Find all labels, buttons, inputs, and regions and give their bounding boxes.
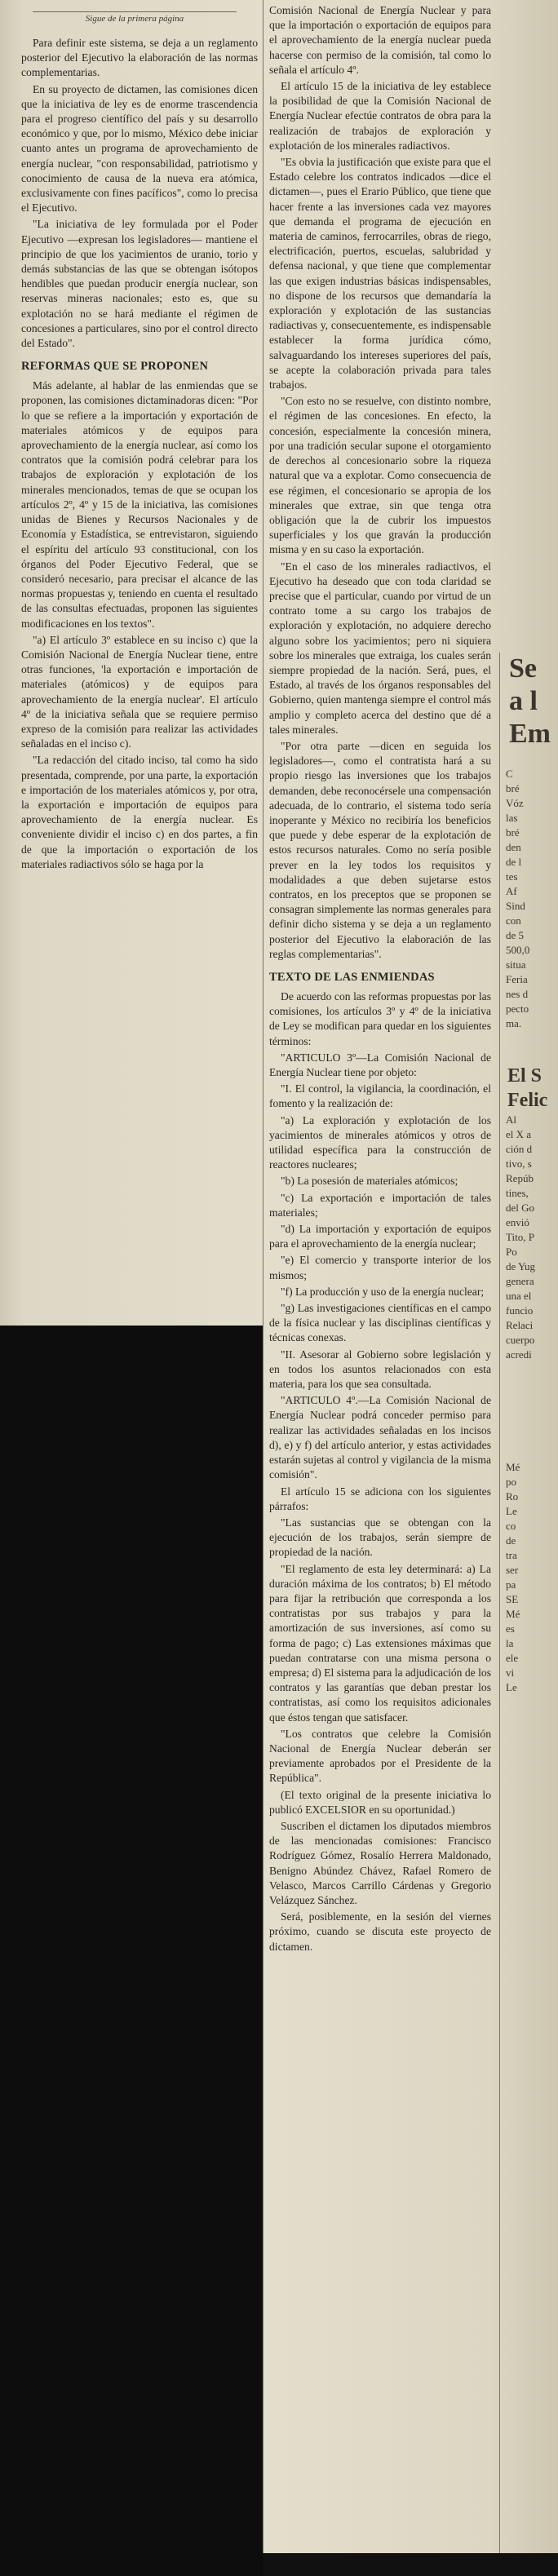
paragraph: "a) La exploración y explotación de los yacimientos de minerales atómicos y otros de utilidad específica para la construcción de reactores nucleares; xyxy=(269,1113,491,1171)
paragraph: "I. El control, la vigilancia, la coordinación, el fomento y la realización de: xyxy=(269,1082,491,1110)
fragment-line: Po xyxy=(506,1246,517,1258)
paragraph: "c) La exportación e importación de tales materiales; xyxy=(269,1191,491,1219)
paragraph: "d) La importación y exportación de equipos para el aprovechamiento de la energía nuclear; xyxy=(269,1223,491,1250)
column-divider xyxy=(263,0,264,2553)
fragment-line: ser xyxy=(506,1564,519,1576)
fragment-line: a l xyxy=(509,686,538,716)
paragraph: "Los contratos que celebre la Comisión Nacional de Energía Nuclear deberán ser previamente aprobados por el Presidente de la República". xyxy=(269,1727,491,1785)
paragraph: "g) Las investigaciones científicas en el campo de la física nuclear y las disciplinas científicas y técnicas conexas. xyxy=(269,1302,491,1344)
fragment-line: de 5 xyxy=(506,929,525,941)
fragment-line: Al xyxy=(506,1113,516,1126)
fragment-line: Repúb xyxy=(506,1172,534,1184)
paragraph: "a) El artículo 3º establece en su inciso c) que la Comisión Nacional de Energía Nuclear tiene, entre otras funciones, 'la exportación e importación de materiales (atómicos) y de equipos para aprovechamiento de la energía nuclear'. El artículo 4º de la iniciativa señala que se requiere permiso expreso de la comisión para realizar las actividades señaladas en el inciso c). xyxy=(21,633,258,750)
fragment-line: Af xyxy=(506,885,517,897)
paragraph: Será, posiblemente, en la sesión del viernes próximo, cuando se discuta este proyecto de dictamen. xyxy=(269,1910,491,1953)
article-column-right xyxy=(269,3,491,2491)
fragment-line: 500,0 xyxy=(506,944,530,956)
paragraph: "La iniciativa de ley formulada por el Poder Ejecutivo —expresan los legisladores— mantiene el principio de que los yacimientos de uranio, torio y demás substancias de las que se obtengan isótopos hendibles que puedan producir energía nuclear, son reservas mineras nacionales; esto es, que su explotación no se hará mediante el régimen de concesiones a particulares, sino por el control directo del Estado". xyxy=(21,218,258,350)
fragment-line: una el xyxy=(506,1290,532,1302)
paragraph: "Con esto no se resuelve, con distinto nombre, el régimen de las concesiones. En efecto, la concesión, especialmente la concesión minera, por una tradición secular supone el otorgamiento de derechos al concesionario sobre la riqueza natural que va a explotar. Como consecuencia de ese régimen, el concesionario se apropia de los minerales que extrae, sin que tenga otra obligación que la de cubrir los impuestos superficiales y los que graván la producción misma y en su caso la exportación. xyxy=(269,395,491,556)
paragraph: "ARTICULO 4º.—La Comisión Nacional de Energía Nuclear podrá conceder permiso para realizar las actividades señaladas en los incisos d), e) y f) del artículo anterior, y estas actividades estarán sujetas al control y vigilancia de la misma comisión". xyxy=(269,1394,491,1481)
fragment-line: Mé xyxy=(506,1608,520,1620)
paragraph: "Es obvia la justificación que existe para que el Estado celebre los contratos indicados —dice el dictamen—, pues el Erario Público, que tiene que hacer frente a las inversiones cada vez mayores que demanda el programa de ejecución en materia de caminos, ferrocarriles, obras de riego, electrificación, puertos, escuelas, salubridad y defensa nacional, y que tiene que complementar las que exigen industrias básicas indispensables, no dispone de los recursos que demandaría la exploración y explotación de las sustancias radiactivas y, consecuentemente, es indispensable establecer la forma jurídica cómo, salvaguardando los intereses superiores del país, se acepte la colaboración privada para tales trabajos. xyxy=(269,156,491,392)
paragraph: "b) La posesión de materiales atómicos; xyxy=(281,1175,458,1188)
fragment-line: tivo, s xyxy=(506,1157,532,1170)
fragment-line: acredi xyxy=(506,1348,532,1361)
paragraph: "ARTICULO 3º—La Comisión Nacional de Energía Nuclear tiene por objeto: xyxy=(269,1051,491,1079)
fragment-line: situa xyxy=(506,958,526,971)
article-column-left xyxy=(21,36,258,1321)
paragraph: Más adelante, al hablar de las enmiendas que se proponen, las comisiones dictaminadoras dicen: "Por lo que se refiere a la importación y exportación de materiales atómicos y de equipos para aprovechamiento de la energía nuclear, así como los contratos que la comisión podrá celebrar para los trabajos de exploración y explotación de los minerales mencionados, temas de que se ocupan los artículos 2º, 4º y 15 de la iniciativa, las comisiones unidas de Bienes y Recursos Nacionales y de Economía y Estadística, se entrevistaron, siguiendo el espíritu del artículo 93 constitucional, con los órganos del Poder Ejecutivo Federal, que se consideró necesario, para precisar el alcance de las normas propuestas y, teniendo en cuenta el resultado de las consultas efectuadas, proponen las siguientes modificaciones en los textos". xyxy=(21,379,258,630)
fragment-line: genera xyxy=(506,1275,534,1287)
fragment-line: SE xyxy=(506,1593,519,1605)
background-strip xyxy=(263,2553,558,2576)
paragraph: "Las sustancias que se obtengan con la ejecución de los trabajos, serán siempre de propiedad de la nación. xyxy=(269,1516,491,1559)
fragment-line: envió xyxy=(506,1216,529,1228)
fragment-line: vi xyxy=(506,1666,515,1679)
fragment-line: bré xyxy=(506,826,520,839)
fragment-line: El S xyxy=(507,1065,542,1087)
fragment-line: Vóz xyxy=(506,797,524,809)
fragment-line: Feria xyxy=(506,973,528,985)
fragment-line: es xyxy=(506,1622,515,1635)
paragraph: El artículo 15 de la iniciativa de ley establece la posibilidad de que la Comisión Nacional de Energía Nuclear efectúe contratos de obra para la realización de trabajos de exploración y explotación de los minerales radiactivos. xyxy=(269,80,491,152)
fragment-line: Le xyxy=(506,1505,517,1517)
paragraph: (El texto original de la presente iniciativa lo publicó EXCELSIOR en su oportunidad.) xyxy=(269,1788,491,1816)
fragment-line: C xyxy=(506,768,513,780)
fragment-line: Em xyxy=(509,719,551,749)
fragment-line: ele xyxy=(506,1652,519,1664)
paragraph: De acuerdo con las reformas propuestas por las comisiones, los artículos 3º y 4º de la iniciativa de Ley se modifican para quedar en los siguientes términos: xyxy=(269,990,491,1047)
paragraph: Suscriben el dictamen los diputados miembros de las mencionadas comisiones: Francisco Rodríguez Gómez, Rosalío Herrera Maldonado, Benigno Abúndez Chávez, Rafael Romero de Velasco, Marcos Carrillo Cárdenas y Gregorio Velázquez Sánchez. xyxy=(269,1819,491,1906)
paragraph: "En el caso de los minerales radiactivos, el Ejecutivo ha deseado que con toda claridad se precise que el particular, cuando por virtud de un contrato tome a su cargo los trabajos de exploración y explotación, no adquiere derecho alguno sobre los yacimientos; pero ni siquiera sobre los minerales que extraiga, los cuales serán siempre propiedad de la nación. Será, pues, el Estado, al través de los órganos responsables del Gobierno, quien mantenga siempre el control más amplio y completo acerca del destino que dé a tales minerales. xyxy=(269,560,491,736)
fragment-line: pecto xyxy=(506,1003,529,1015)
fragment-line: de Yug xyxy=(506,1260,535,1273)
paragraph: "La redacción del citado inciso, tal como ha sido presentada, comprende, por una parte, la exportación e importación de los materiales atómicos y, por otra, la exportación e importación de equipos para aprovechamiento de la energía nuclear. Es conveniente dividir el inciso c) en dos partes, a fin de que la importación o exportación de los materiales radiactivos sólo se haga por la xyxy=(21,754,258,870)
fragment-line: la xyxy=(506,1637,514,1649)
adjacent-article-fragment xyxy=(503,653,558,2553)
fragment-line: tra xyxy=(506,1549,517,1561)
fragment-line: tes xyxy=(506,870,518,883)
paragraph: Para definir este sistema, se deja a un reglamento posterior del Ejecutivo la elaboración de las normas complementarias. xyxy=(21,37,258,79)
fragment-line: Se xyxy=(509,653,537,684)
fragment-line: bré xyxy=(506,782,520,794)
fragment-line: con xyxy=(506,914,521,927)
fragment-line: nes d xyxy=(506,988,529,1000)
fragment-line: Relaci xyxy=(506,1319,534,1331)
paragraph: El artículo 15 se adiciona con los siguientes párrafos: xyxy=(269,1485,491,1512)
fragment-line: Mé xyxy=(506,1461,520,1473)
paragraph: "II. Asesorar al Gobierno sobre legislación y en todos los asuntos relacionados con esta materia, para los que sea consultada. xyxy=(269,1348,491,1391)
fragment-line: las xyxy=(506,812,518,824)
fragment-line: funcio xyxy=(506,1304,534,1317)
fragment-line: cuerpo xyxy=(506,1334,535,1346)
fragment-line: po xyxy=(506,1476,516,1488)
paragraph: "El reglamento de esta ley determinará: a) La duración máxima de los contratos; b) El método para fijar la retribución que corresponda a los contratistas por sus trabajos y para la amortización de sus inversiones, así como su forma de pago; c) Las extensiones máximas que puedan contratarse con una misma persona o empresa; d) El sistema para la adjudicación de los contratos y las garantías que deban prestar los contratistas, así como los requisitos adicionales que éstos tengan que satisfacer. xyxy=(269,1562,491,1724)
fragment-line: el X a xyxy=(506,1128,532,1140)
column-divider-right xyxy=(499,653,500,2553)
paragraph: En su proyecto de dictamen, las comisiones dicen que la iniciativa de ley es de enorme trascendencia para el progreso científico del país y su desarrollo económico y que, por lo mismo, México debe iniciar cuanto antes un programa de aprovechamiento de energía nuclear, "con responsabilidad, patriotismo y conocimiento de causa de la nueva era atómica, exclusivamente con fines pacíficos", como lo precisa el Ejecutivo. xyxy=(21,82,258,215)
fragment-line: del Go xyxy=(506,1202,535,1214)
background-cutout xyxy=(0,1326,263,2576)
fragment-line: Sind xyxy=(506,900,525,912)
fragment-line: tines, xyxy=(506,1187,529,1199)
fragment-line: Le xyxy=(506,1681,517,1693)
fragment-line: den xyxy=(506,841,521,853)
fragment-line: de l xyxy=(506,856,522,868)
paragraph: "f) La producción y uso de la energía nuclear; xyxy=(281,1285,485,1298)
section-heading: TEXTO DE LAS ENMIENDAS xyxy=(269,971,435,984)
fragment-line: de xyxy=(506,1534,516,1547)
paragraph: "e) El comercio y transporte interior de los mismos; xyxy=(269,1254,491,1281)
fragment-line: co xyxy=(506,1520,516,1532)
fragment-line: pa xyxy=(506,1578,516,1591)
paragraph: Comisión Nacional de Energía Nuclear y para que la importación o exportación de equipos para el aprovechamiento de la energía nuclear pueda hacerse con permiso de la comisión, tal como lo señala el artículo 4º. xyxy=(269,4,491,76)
fragment-line: Tito, P xyxy=(506,1231,534,1243)
continued-from-label: Sigue de la primera página xyxy=(33,11,237,24)
fragment-line: Felic xyxy=(507,1090,548,1111)
paragraph: "Por otra parte —dicen en seguida los legisladores—, como el contratista hará a su propio riesgo las inversiones que los trabajos demanden, debe reconocérsele una compensación adecuada, de lo contrario, el sistema todo sería inoperante y México no recibiría los beneficios que puede y debe esperar de la explotación de estos recursos naturales. Como no sería posible prever en la ley todos los requisitos y modalidades a que deben sujetarse estos contratos, en los preceptos que se proponen se consagran simplemente las normas generales para definir dicho sistema y se deja a un reglamento posterior del Ejecutivo la elaboración de las reglas complementarias". xyxy=(269,739,491,960)
fragment-line: Ro xyxy=(506,1490,519,1503)
section-heading: REFORMAS QUE SE PROPONEN xyxy=(21,360,209,374)
fragment-line: ma. xyxy=(506,1017,522,1029)
fragment-line: ción d xyxy=(506,1143,533,1155)
